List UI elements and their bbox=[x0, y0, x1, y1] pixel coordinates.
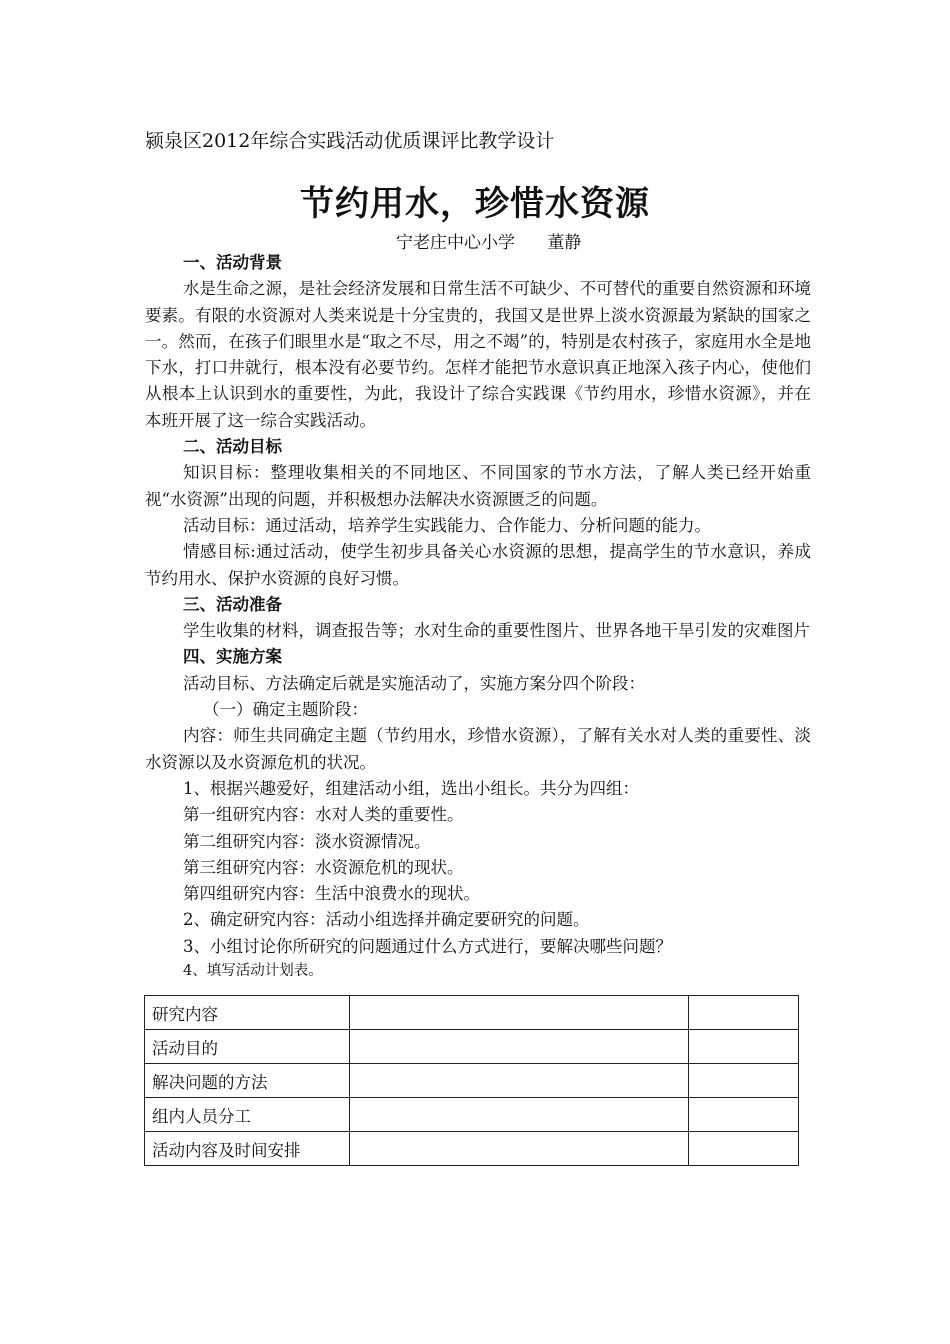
step-two: 2、确定研究内容：活动小组选择并确定要研究的问题。 bbox=[183, 910, 590, 930]
table-cell bbox=[688, 1064, 798, 1098]
stage-one-heading: （一）确定主题阶段： bbox=[203, 700, 368, 720]
table-row-label: 组内人员分工 bbox=[145, 1098, 350, 1132]
table-cell bbox=[688, 1132, 798, 1166]
document-header: 颍泉区2012年综合实践活动优质课评比教学设计 bbox=[145, 130, 555, 152]
table-cell bbox=[349, 1132, 688, 1166]
table-row bbox=[145, 996, 799, 1030]
paragraph-stage-one-content: 内容：师生共同确定主题（节约用水，珍惜水资源），了解有关水对人类的重要性、淡水资源以及水资源危机的状况。 bbox=[145, 726, 811, 772]
table-row-label: 活动目的 bbox=[145, 1030, 350, 1064]
table-cell bbox=[349, 1098, 688, 1132]
table-row-label: 活动内容及时间安排 bbox=[145, 1132, 350, 1166]
group-four: 第四组研究内容：生活中浪费水的现状。 bbox=[183, 884, 480, 904]
table-row bbox=[145, 1132, 799, 1166]
group-one: 第一组研究内容：水对人类的重要性。 bbox=[183, 805, 464, 825]
table-cell bbox=[688, 1030, 798, 1064]
author-line: 宁老庄中心小学 董静 bbox=[396, 233, 582, 253]
table-row-label: 解决问题的方法 bbox=[145, 1064, 350, 1098]
paragraph-knowledge-goal: 知识目标：整理收集相关的不同地区、不同国家的节水方法，了解人类已经开始重视“水资源”出现的问题，并积极想办法解决水资源匮乏的问题。 bbox=[145, 463, 811, 509]
step-four: 4、填写活动计划表。 bbox=[183, 963, 323, 980]
document-body bbox=[145, 250, 811, 982]
table-row bbox=[145, 1098, 799, 1132]
paragraph-plan-intro: 活动目标、方法确定后就是实施活动了，实施方案分四个阶段： bbox=[183, 673, 645, 693]
step-three: 3、小组讨论你所研究的问题通过什么方式进行，要解决哪些问题？ bbox=[183, 936, 672, 956]
paragraph-activity-goal: 活动目标：通过活动，培养学生实践能力、合作能力、分析问题的能力。 bbox=[183, 515, 711, 535]
step-one: 1、根据兴趣爱好，组建活动小组，选出小组长。共分为四组： bbox=[183, 778, 639, 798]
section-heading-background: 一、活动背景 bbox=[183, 253, 282, 272]
paragraph-background: 水是生命之源，是社会经济发展和日常生活不可缺少、不可替代的重要自然资源和环境要素。有限的水资源对人类来说是十分宝贵的，我国又是世界上淡水资源最为紧缺的国家之一。然而，在孩子们眼里水是“取之不尽，用之不竭”的，特别是农村孩子，家庭用水全是地下水，打口井就行，根本没有必要节约。怎样才能把节水意识真正地深入孩子内心，使他们从根本上认识到水的重要性，为此，我设计了综合实践课《节约用水，珍惜水资源》，并在本班开展了这一综合实践活动。 bbox=[145, 279, 811, 430]
table-row bbox=[145, 1064, 799, 1098]
group-two: 第二组研究内容：淡水资源情况。 bbox=[183, 831, 431, 851]
section-heading-preparation: 三、活动准备 bbox=[183, 594, 282, 614]
paragraph-emotion-goal: 情感目标:通过活动，使学生初步具备关心水资源的思想，提高学生的节水意识，养成节约用水、保护水资源的良好习惯。 bbox=[145, 542, 811, 588]
table-cell bbox=[349, 1064, 688, 1098]
paragraph-preparation: 学生收集的材料，调查报告等；水对生命的重要性图片、世界各地干旱引发的灾难图片 bbox=[183, 621, 810, 641]
table-row bbox=[145, 1030, 799, 1064]
table-row-label: 研究内容 bbox=[145, 996, 350, 1030]
document-title: 节约用水，珍惜水资源 bbox=[300, 184, 650, 224]
group-three: 第三组研究内容：水资源危机的现状。 bbox=[183, 857, 464, 877]
section-heading-goals: 二、活动目标 bbox=[183, 437, 282, 457]
table-cell bbox=[688, 1098, 798, 1132]
table-cell bbox=[688, 996, 798, 1030]
table-cell bbox=[349, 996, 688, 1030]
table-cell bbox=[349, 1030, 688, 1064]
activity-plan-table bbox=[144, 995, 799, 1166]
section-heading-plan: 四、实施方案 bbox=[183, 647, 282, 667]
